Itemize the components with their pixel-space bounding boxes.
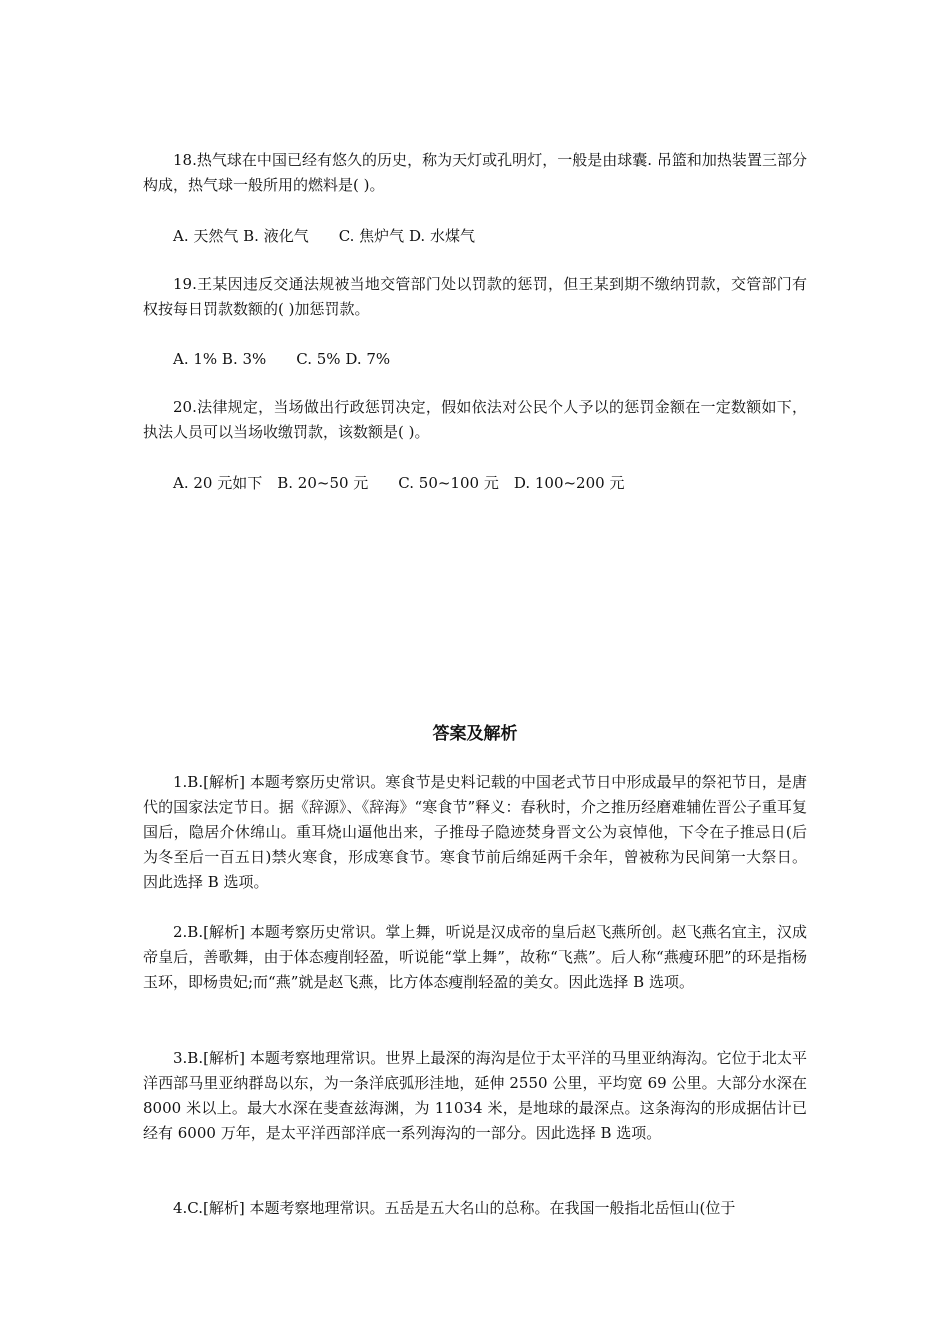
question-19-options: A. 1% B. 3% C. 5% D. 7% [173, 350, 391, 368]
question-18: 18.热气球在中国已经有悠久的历史，称为天灯或孔明灯，一般是由球囊. 吊篮和加热装置三部分构成，热气球一般所用的燃料是( )。 [143, 151, 807, 194]
answer-2: 2.B.[解析] 本题考察历史常识。掌上舞，听说是汉成帝的皇后赵飞燕所创。赵飞燕名宜主，汉成帝皇后，善歌舞，由于体态瘦削轻盈，听说能“掌上舞”，故称“飞燕”。后人称“燕瘦环肥”的环是指杨玉环，即杨贵妃;而“燕”就是赵飞燕，比方体态瘦削轻盈的美女。因此选择 B 选项。 [143, 923, 807, 991]
answers-heading: 答案及解析 [432, 724, 518, 744]
answer-3: 3.B.[解析] 本题考察地理常识。世界上最深的海沟是位于太平洋的马里亚纳海沟。它位于北太平洋西部马里亚纳群岛以东，为一条洋底弧形洼地，延伸 2550 公里，平均宽 69 公里。大部分水深在 8000 米以上。最大水深在斐查兹海渊，为 11034 米，是地球的最深点。这条海沟的形成据估计已经有 6000 万年，是太平洋西部洋底一系列海沟的一部分。因此选择 B 选项。 [143, 1049, 807, 1142]
question-18-options: A. 天然气 B. 液化气 C. 焦炉气 D. 水煤气 [173, 227, 475, 245]
question-20-options: A. 20 元如下 B. 20~50 元 C. 50~100 元 D. 100~200 元 [173, 474, 625, 492]
answer-1: 1.B.[解析] 本题考察历史常识。寒食节是史料记载的中国老式节日中形成最早的祭祀节日，是唐代的国家法定节日。据《辞源》、《辞海》“寒食节”释义：春秋时，介之推历经磨难辅佐晋公子重耳复国后，隐居介休绵山。重耳烧山逼他出来，子推母子隐迹焚身晋文公为哀悼他，下令在子推忌日(后为冬至后一百五日)禁火寒食，形成寒食节。寒食节前后绵延两千余年，曾被称为民间第一大祭日。因此选择 B 选项。 [143, 773, 807, 891]
question-20: 20.法律规定，当场做出行政惩罚决定，假如依法对公民个人予以的惩罚金额在一定数额如下，执法人员可以当场收缴罚款，该数额是( )。 [143, 398, 807, 441]
question-19: 19.王某因违反交通法规被当地交管部门处以罚款的惩罚，但王某到期不缴纳罚款，交管部门有权按每日罚款数额的( )加惩罚款。 [143, 275, 807, 318]
answer-4: 4.C.[解析] 本题考察地理常识。五岳是五大名山的总称。在我国一般指北岳恒山(位于 [173, 1199, 736, 1217]
